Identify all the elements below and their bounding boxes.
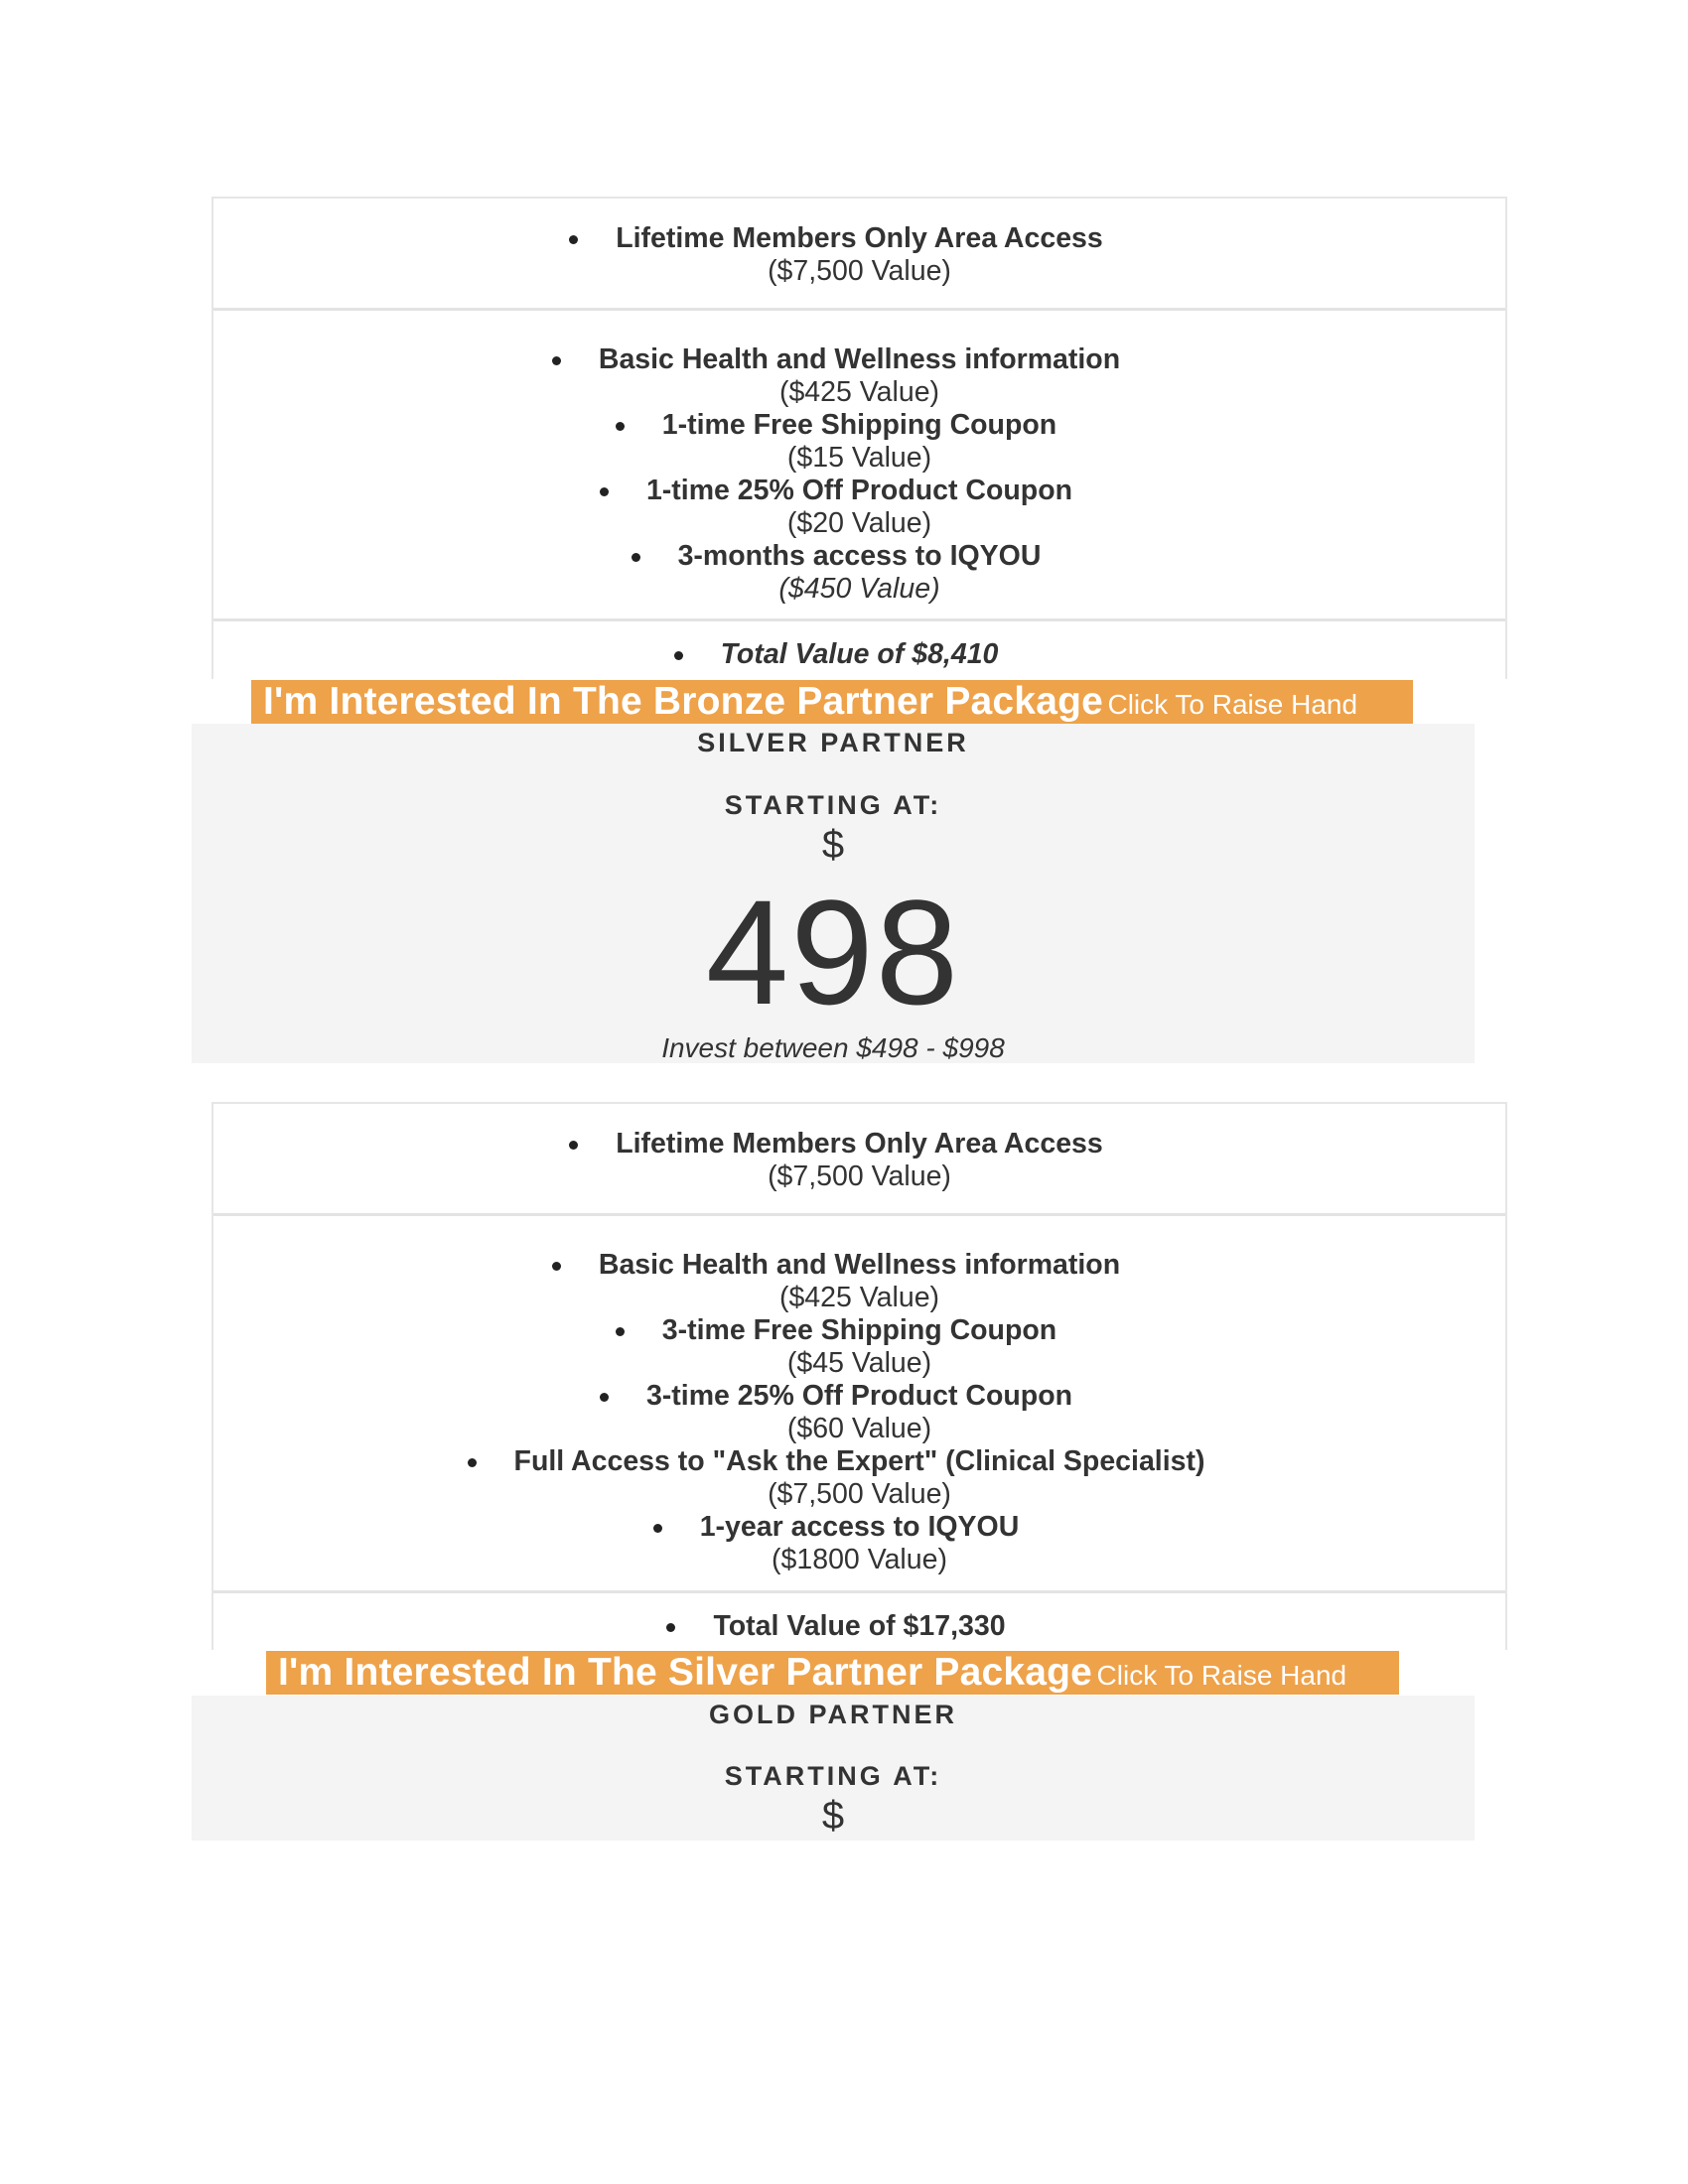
cta-main-text: I'm Interested In The Silver Partner Package: [278, 1651, 1093, 1694]
feature-label: 3-months access to IQYOU: [677, 540, 1042, 572]
feature-label: Lifetime Members Only Area Access: [616, 222, 1103, 254]
silver-features-table: [211, 1102, 1507, 1650]
feature-value: ($7,500 Value): [768, 1160, 951, 1192]
total-value: [713, 1610, 1005, 1643]
feature-cell-total: [213, 621, 1505, 681]
currency-symbol: $: [821, 823, 845, 867]
feature-value: ($15 Value): [786, 442, 932, 474]
starting-label: STARTING AT:: [724, 1761, 942, 1791]
feature-item: [646, 1380, 1072, 1445]
feature-value: ($45 Value): [786, 1347, 932, 1379]
feature-cell: [213, 1104, 1505, 1216]
feature-value: ($7,500 Value): [768, 1478, 951, 1510]
tier-name: SILVER PARTNER: [697, 728, 969, 757]
feature-value: ($1800 Value): [772, 1544, 947, 1575]
feature-label: 1-time 25% Off Product Coupon: [645, 475, 1073, 506]
feature-item: [700, 1511, 1020, 1576]
feature-cell: [213, 1216, 1505, 1593]
feature-item: [662, 409, 1056, 475]
feature-value: ($7,500 Value): [768, 255, 951, 287]
feature-item: [599, 1249, 1120, 1314]
feature-item: [678, 540, 1042, 606]
feature-cell-total: [213, 1593, 1505, 1652]
feature-value: ($20 Value): [786, 507, 932, 539]
feature-item: [646, 475, 1072, 540]
feature-cell: [213, 311, 1505, 621]
feature-item: [616, 1128, 1103, 1193]
feature-item: [514, 1445, 1205, 1511]
feature-label: Full Access to "Ask the Expert" (Clinical Specialist): [513, 1445, 1205, 1477]
gold-tier-card: [192, 1696, 1475, 1841]
bronze-features-table: [211, 197, 1507, 679]
feature-item: [616, 222, 1103, 288]
starting-label: STARTING AT:: [724, 790, 942, 820]
feature-label: Basic Health and Wellness information: [598, 1249, 1121, 1281]
feature-item: [662, 1314, 1056, 1380]
feature-label: 3-time Free Shipping Coupon: [661, 1314, 1057, 1346]
feature-cell: [213, 199, 1505, 311]
total-label: Total Value of $8,410: [720, 638, 999, 670]
feature-label: 3-time 25% Off Product Coupon: [645, 1380, 1073, 1412]
cta-sub-text: Click To Raise Hand: [1107, 689, 1358, 720]
silver-raise-hand-button[interactable]: [266, 1651, 1399, 1695]
tier-name: GOLD PARTNER: [709, 1700, 957, 1729]
tier-price: 498: [705, 869, 961, 1035]
feature-value: ($425 Value): [778, 1282, 940, 1313]
bronze-raise-hand-button[interactable]: [251, 680, 1413, 724]
feature-label: 1-year access to IQYOU: [699, 1511, 1020, 1543]
feature-label: Lifetime Members Only Area Access: [616, 1128, 1103, 1160]
feature-value: ($425 Value): [778, 376, 940, 408]
feature-label: Basic Health and Wellness information: [598, 343, 1121, 375]
feature-value: ($450 Value): [778, 573, 940, 605]
total-value: [721, 638, 999, 671]
feature-item: [599, 343, 1120, 409]
feature-value: ($60 Value): [786, 1413, 932, 1444]
cta-sub-text: Click To Raise Hand: [1096, 1660, 1347, 1691]
invest-range: Invest between $498 - $998: [661, 1032, 1005, 1063]
cta-main-text: I'm Interested In The Bronze Partner Package: [263, 680, 1104, 723]
total-label: Total Value of $17,330: [713, 1610, 1006, 1642]
silver-tier-card: [192, 724, 1475, 1063]
feature-label: 1-time Free Shipping Coupon: [661, 409, 1057, 441]
currency-symbol: $: [821, 1794, 845, 1838]
